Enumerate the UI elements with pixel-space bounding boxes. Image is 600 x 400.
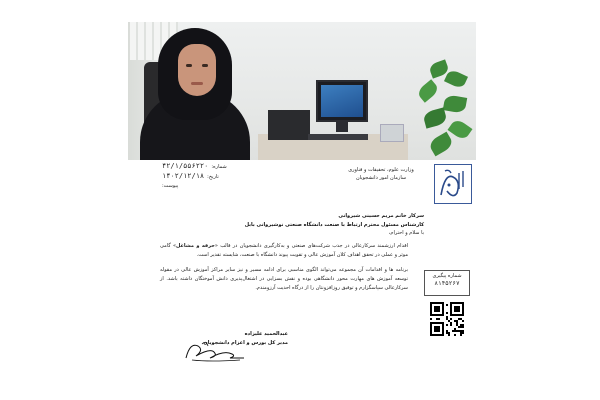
attachment-label: پیوست: [162, 183, 179, 189]
plant [410, 58, 476, 160]
addressee [158, 212, 424, 230]
number-label: شماره: [211, 164, 227, 170]
paragraph-2: برنامه ها و اقدامات آن مجموعه می‌تواند الگوی مناسبی برای ادامه مسیر و نیز سایر مراکز آموزش عالی در مقوله توسعه آموزش های مهارت محور دانشگاهی بوده و نقش بسزایی در اشتغال‌پذیری دانش آموختگان داشته باشد. از سرکارعالی سپاسگزارم و توفیق روزافزونتان را از درگاه احدیت آرزومندم. [160, 267, 408, 291]
signer-title: مدیر کل بورس و اعزام دانشجویان [203, 340, 288, 346]
paragraph-1: اقدام ارزشمند سرکارعالی در جذب شرکت‌های صنعتی و به‌کارگیری دانشجویان در قالب «حرفه و مشاغل» گامی موثر و عملی در تحقق اهداف کلان آموزش عالی و تقویت پیوند دانشگاه با صنعت، شایسته تقدیر است. [160, 243, 408, 258]
date-label: تاریخ: [207, 174, 219, 180]
news-image [128, 22, 476, 368]
tracking-box [424, 270, 470, 296]
ministry-line-2: سازمان امور دانشجویان [355, 175, 407, 181]
tracking-number: ۸۱۴۵۲۶۷ [434, 280, 460, 287]
person-face [178, 44, 216, 96]
letter-body [160, 242, 408, 299]
portrait-photo [128, 22, 476, 160]
letter-meta [162, 162, 252, 191]
organization-logo-icon [434, 164, 472, 204]
addressee-title: کارشناس مسئول محترم ارتباط با صنعت دانشگاه صنعتی نوشیروانی بابل [244, 222, 424, 228]
qr-code-icon [424, 302, 470, 336]
appreciation-letter [128, 160, 476, 368]
letter-date: ۱۴۰۲/۱۲/۱۸ [162, 172, 205, 180]
ministry-header [336, 166, 426, 182]
letter-number: ۴۲/۱/۵۵۶۲۲۰ [162, 162, 209, 170]
signer-name: عبدالحمید علیزاده [244, 331, 288, 337]
greeting: با سلام و احترام، [388, 230, 424, 236]
highlight-phrase: حرفه و مشاغل [176, 243, 215, 249]
ministry-line-1: وزارت علوم، تحقیقات و فناوری [348, 167, 414, 173]
addressee-name: سرکار خانم مریم حسینی شیروانی [338, 213, 424, 219]
signature-icon [180, 338, 250, 364]
tracking-label: شماره پیگیری [432, 273, 462, 279]
